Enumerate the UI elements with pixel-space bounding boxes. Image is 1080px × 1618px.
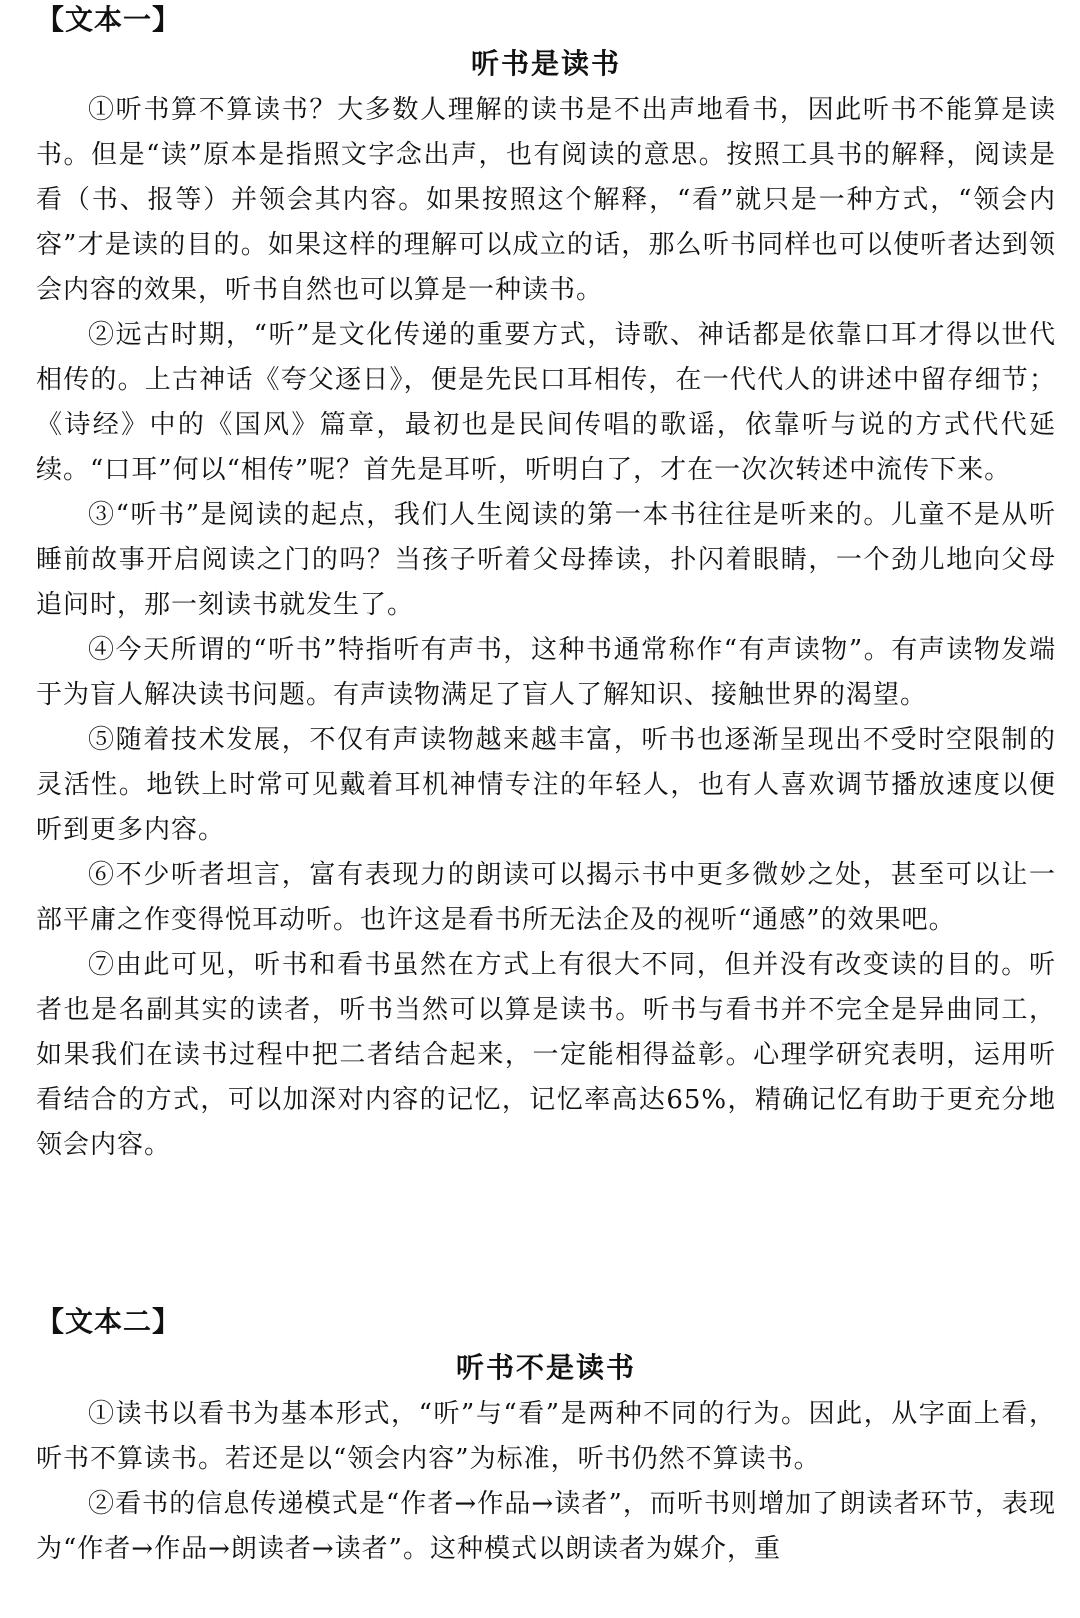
text1-title: 听书是读书: [470, 47, 621, 80]
paragraph: ①读书以看书为基本形式，“听”与“看”是两种不同的行为。因此，从字面上看，听书不算读书。若还是以“领会内容”为标准，听书仍然不算读书。: [36, 1399, 1056, 1474]
paragraph: ③“听书”是阅读的起点，我们人生阅读的第一本书往往是听来的。儿童不是从听睡前故事开启阅读之门的吗？当孩子听着父母捧读，扑闪着眼睛，一个劲儿地向父母追问时，那一刻读书就发生了。: [36, 500, 1056, 620]
paragraph: ①听书算不算读书？大多数人理解的读书是不出声地看书，因此听书不能算是读书。但是“读”原本是指照文字念出声，也有阅读的意思。按照工具书的解释，阅读是看（书、报等）并领会其内容。如果按照这个解释，“看”就只是一种方式，“领会内容”才是读的目的。如果这样的理解可以成立的话，那么听书同样也可以使听者达到领会内容的效果，听书自然也可以算是一种读书。: [36, 95, 1056, 305]
paragraph: ⑤随着技术发展，不仅有声读物越来越丰富，听书也逐渐呈现出不受时空限制的灵活性。地铁上时常可见戴着耳机神情专注的年轻人，也有人喜欢调节播放速度以便听到更多内容。: [36, 725, 1056, 845]
paragraph: ⑦由此可见，听书和看书虽然在方式上有很大不同，但并没有改变读的目的。听者也是名副其实的读者，听书当然可以算是读书。听书与看书并不完全是异曲同工，如果我们在读书过程中把二者结合起来，一定能相得益彰。心理学研究表明，运用听看结合的方式，可以加深对内容的记忆，记忆率高达65%，精确记忆有助于更充分地领会内容。: [36, 950, 1056, 1160]
paragraph: ④今天所谓的“听书”特指听有声书，这种书通常称作“有声读物”。有声读物发端于为盲人解决读书问题。有声读物满足了盲人了解知识、接触世界的渴望。: [36, 635, 1056, 710]
text1-label: 【文本一】: [36, 3, 182, 36]
text1-body: [36, 88, 1056, 1168]
text2-title: 听书不是读书: [455, 1351, 636, 1384]
text2-label: 【文本二】: [36, 1305, 182, 1338]
document-page: [36, 0, 1056, 1618]
text2-body: [36, 1392, 1056, 1572]
paragraph: ②远古时期，“听”是文化传递的重要方式，诗歌、神话都是依靠口耳才得以世代相传的。上古神话《夸父逐日》，便是先民口耳相传，在一代代人的讲述中留存细节；《诗经》中的《国风》篇章，最初也是民间传唱的歌谣，依靠听与说的方式代代延续。“口耳”何以“相传”呢？首先是耳听，听明白了，才在一次次转述中流传下来。: [36, 320, 1056, 485]
paragraph: ②看书的信息传递模式是“作者→作品→读者”，而听书则增加了朗读者环节，表现为“作者→作品→朗读者→读者”。这种模式以朗读者为媒介，重: [36, 1489, 1056, 1564]
paragraph: ⑥不少听者坦言，富有表现力的朗读可以揭示书中更多微妙之处，甚至可以让一部平庸之作变得悦耳动听。也许这是看书所无法企及的视听“通感”的效果吧。: [36, 860, 1056, 935]
